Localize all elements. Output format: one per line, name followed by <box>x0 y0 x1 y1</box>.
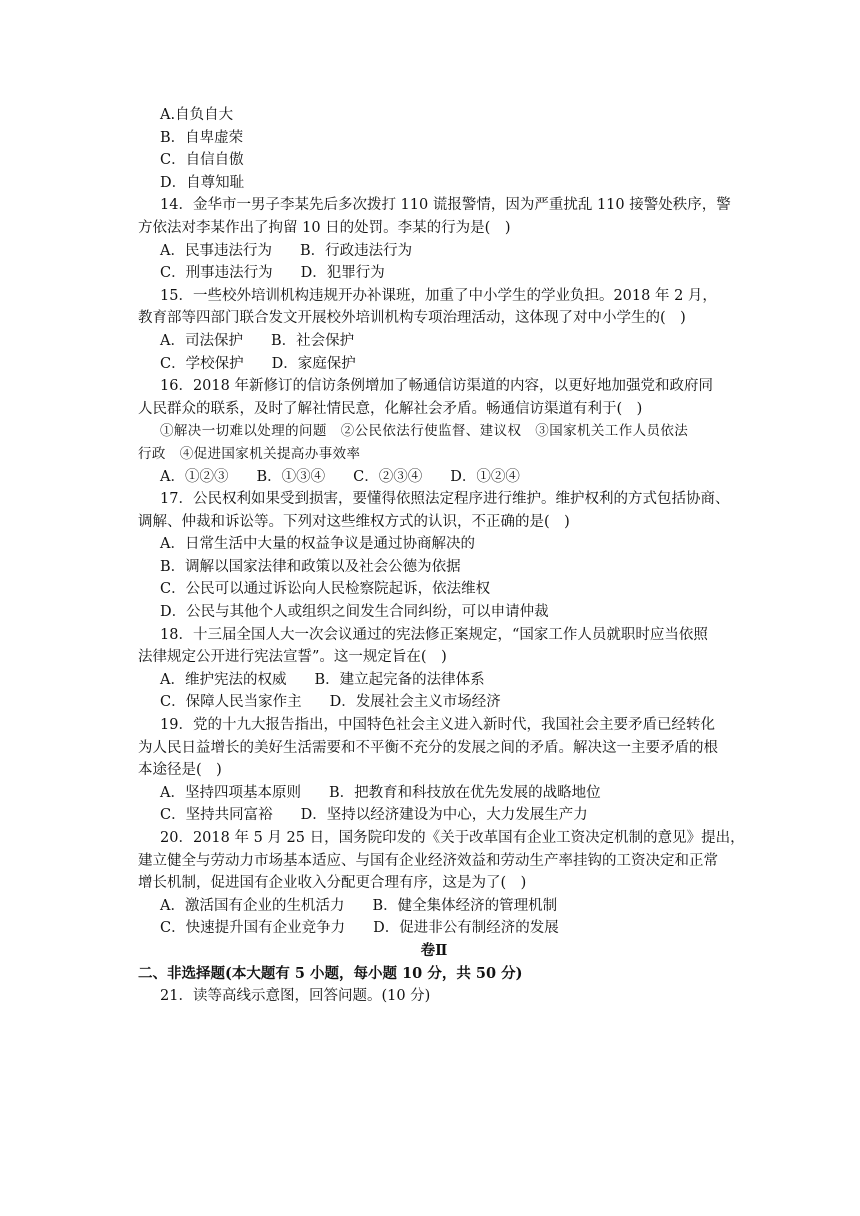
q18-stem-line2: 法律规定公开进行宪法宣誓”。这一规定旨在( ) <box>138 649 447 666</box>
q19-options-row1 <box>138 782 730 805</box>
volume-title: 卷Ⅱ <box>420 941 448 959</box>
q17-option-d: D．公民与其他个人或组织之间发生合同纠纷，可以申请仲裁 <box>160 604 549 621</box>
q20-option-c: C．快速提升国有企业竞争力 <box>160 920 346 937</box>
q20-stem-line2: 建立健全与劳动力市场基本适应、与国有企业经济效益和劳动生产率挂钩的工资决定和正常 <box>138 852 718 869</box>
q19-stem-line3: 本途径是( ) <box>138 762 222 779</box>
q17-option-a: A．日常生活中大量的权益争议是通过协商解决的 <box>160 536 475 553</box>
q19-option-a: A．坚持四项基本原则 <box>160 784 301 801</box>
q20-stem-line3: 增长机制，促进国有企业收入分配更合理有序，这是为了( ) <box>138 875 527 892</box>
q15-stem-line2: 教育部等四部门联合发文开展校外培训机构专项治理活动，这体现了对中小学生的( ) <box>138 310 686 327</box>
q13-option-a: A.自负自大 <box>160 107 234 123</box>
q15-options-row1 <box>138 330 730 353</box>
q19-option-d: D．坚持以经济建设为中心，大力发展生产力 <box>300 807 588 824</box>
q18-option-a: A．维护宪法的权威 <box>160 671 287 688</box>
q20-option-a: A．激活国有企业的生机活力 <box>160 897 345 914</box>
q20-options-row1 <box>138 895 730 918</box>
q13-option-d: D．自尊知耻 <box>160 174 245 191</box>
q16-statements-line2: 行政 ④促进国家机关提高办事效率 <box>138 445 361 462</box>
q14-option-b: B．行政违法行为 <box>299 242 413 259</box>
question-content <box>138 104 745 1008</box>
q19-options-row2 <box>138 804 730 827</box>
section-title: 二、非选择题(本大题有 5 小题，每小题 10 分，共 50 分) <box>138 964 523 982</box>
q13-option-c: C．自信自傲 <box>160 152 244 169</box>
q14-option-d: D．犯罪行为 <box>300 265 385 282</box>
q20-option-b: B．健全集体经济的管理机制 <box>372 897 558 914</box>
q18-options-row1 <box>138 669 730 692</box>
q16-stem-line1: 16．2018 年新修订的信访条例增加了畅通信访渠道的内容，以更好地加强党和政府同 <box>160 378 713 395</box>
q16-stem-line2: 人民群众的联系，及时了解社情民意，化解社会矛盾。畅通信访渠道有利于( ) <box>138 400 643 417</box>
q14-options-row2 <box>138 262 730 285</box>
q15-option-c: C．学校保护 <box>160 355 244 372</box>
q16-option-d: D．①②④ <box>450 468 520 485</box>
q18-stem-line1: 18．十三届全国人大一次会议通过的宪法修正案规定，“国家工作人员就职时应当依照 <box>160 626 708 643</box>
q18-option-b: B．建立起完备的法律体系 <box>314 671 485 688</box>
q17-option-b: B．调解以国家法律和政策以及社会公德为依据 <box>160 558 461 575</box>
q20-options-row2 <box>138 917 730 940</box>
q15-option-b: B．社会保护 <box>270 332 355 349</box>
q21-stem-line1: 21．读等高线示意图，回答问题。(10 分) <box>160 988 431 1005</box>
q14-stem-line1: 14．金华市一男子李某先后多次拨打 110 谎报警情，因为严重扰乱 110 接警处秩序，警 <box>160 197 731 214</box>
q15-option-d: D．家庭保护 <box>271 355 356 372</box>
q15-stem-line1: 15．一些校外培训机构违规开办补课班，加重了中小学生的学业负担。2018 年 2 月， <box>160 287 717 304</box>
q17-stem-line2: 调解、仲裁和诉讼等。下列对这些维权方式的认识，不正确的是( ) <box>138 513 570 530</box>
q14-options-row1 <box>138 240 730 263</box>
q14-option-c: C．刑事违法行为 <box>160 265 273 282</box>
q20-option-d: D．促进非公有制经济的发展 <box>373 920 559 937</box>
q16-options-row <box>138 466 730 489</box>
q19-option-b: B．把教育和科技放在优先发展的战略地位 <box>328 784 601 801</box>
q16-option-a: A．①②③ <box>160 468 229 485</box>
q14-option-a: A．民事违法行为 <box>160 242 272 259</box>
q19-stem-line2: 为人民日益增长的美好生活需要和不平衡不充分的发展之间的矛盾。解决这一主要矛盾的根 <box>138 739 718 756</box>
q13-option-b: B．自卑虚荣 <box>160 129 244 146</box>
q16-option-c: C．②③④ <box>353 468 423 485</box>
q16-statements-line1: ①解决一切难以处理的问题 ②公民依法行使监督、建议权 ③国家机关工作人员依法 <box>160 423 689 440</box>
q19-option-c: C．坚持共同富裕 <box>160 807 273 824</box>
q18-option-d: D．发展社会主义市场经济 <box>329 694 501 711</box>
q18-options-row2 <box>138 691 730 714</box>
q14-stem-line2: 方依法对李某作出了拘留 10 日的处罚。李某的行为是( ) <box>138 219 511 236</box>
q16-option-b: B．①③④ <box>256 468 326 485</box>
q17-stem-line1: 17．公民权利如果受到损害，要懂得依照法定程序进行维护。维护权利的方式包括协商、 <box>160 491 730 508</box>
q15-option-a: A．司法保护 <box>160 332 243 349</box>
q17-option-c: C．公民可以通过诉讼向人民检察院起诉，依法维权 <box>160 581 491 598</box>
q19-stem-line1: 19．党的十九大报告指出，中国特色社会主义进入新时代，我国社会主要矛盾已经转化 <box>160 717 715 734</box>
q20-stem-line1: 20．2018 年 5 月 25 日，国务院印发的《关于改革国有企业工资决定机制的意见》提出， <box>160 830 745 846</box>
q18-option-c: C．保障人民当家作主 <box>160 694 302 711</box>
q15-options-row2 <box>138 353 730 376</box>
